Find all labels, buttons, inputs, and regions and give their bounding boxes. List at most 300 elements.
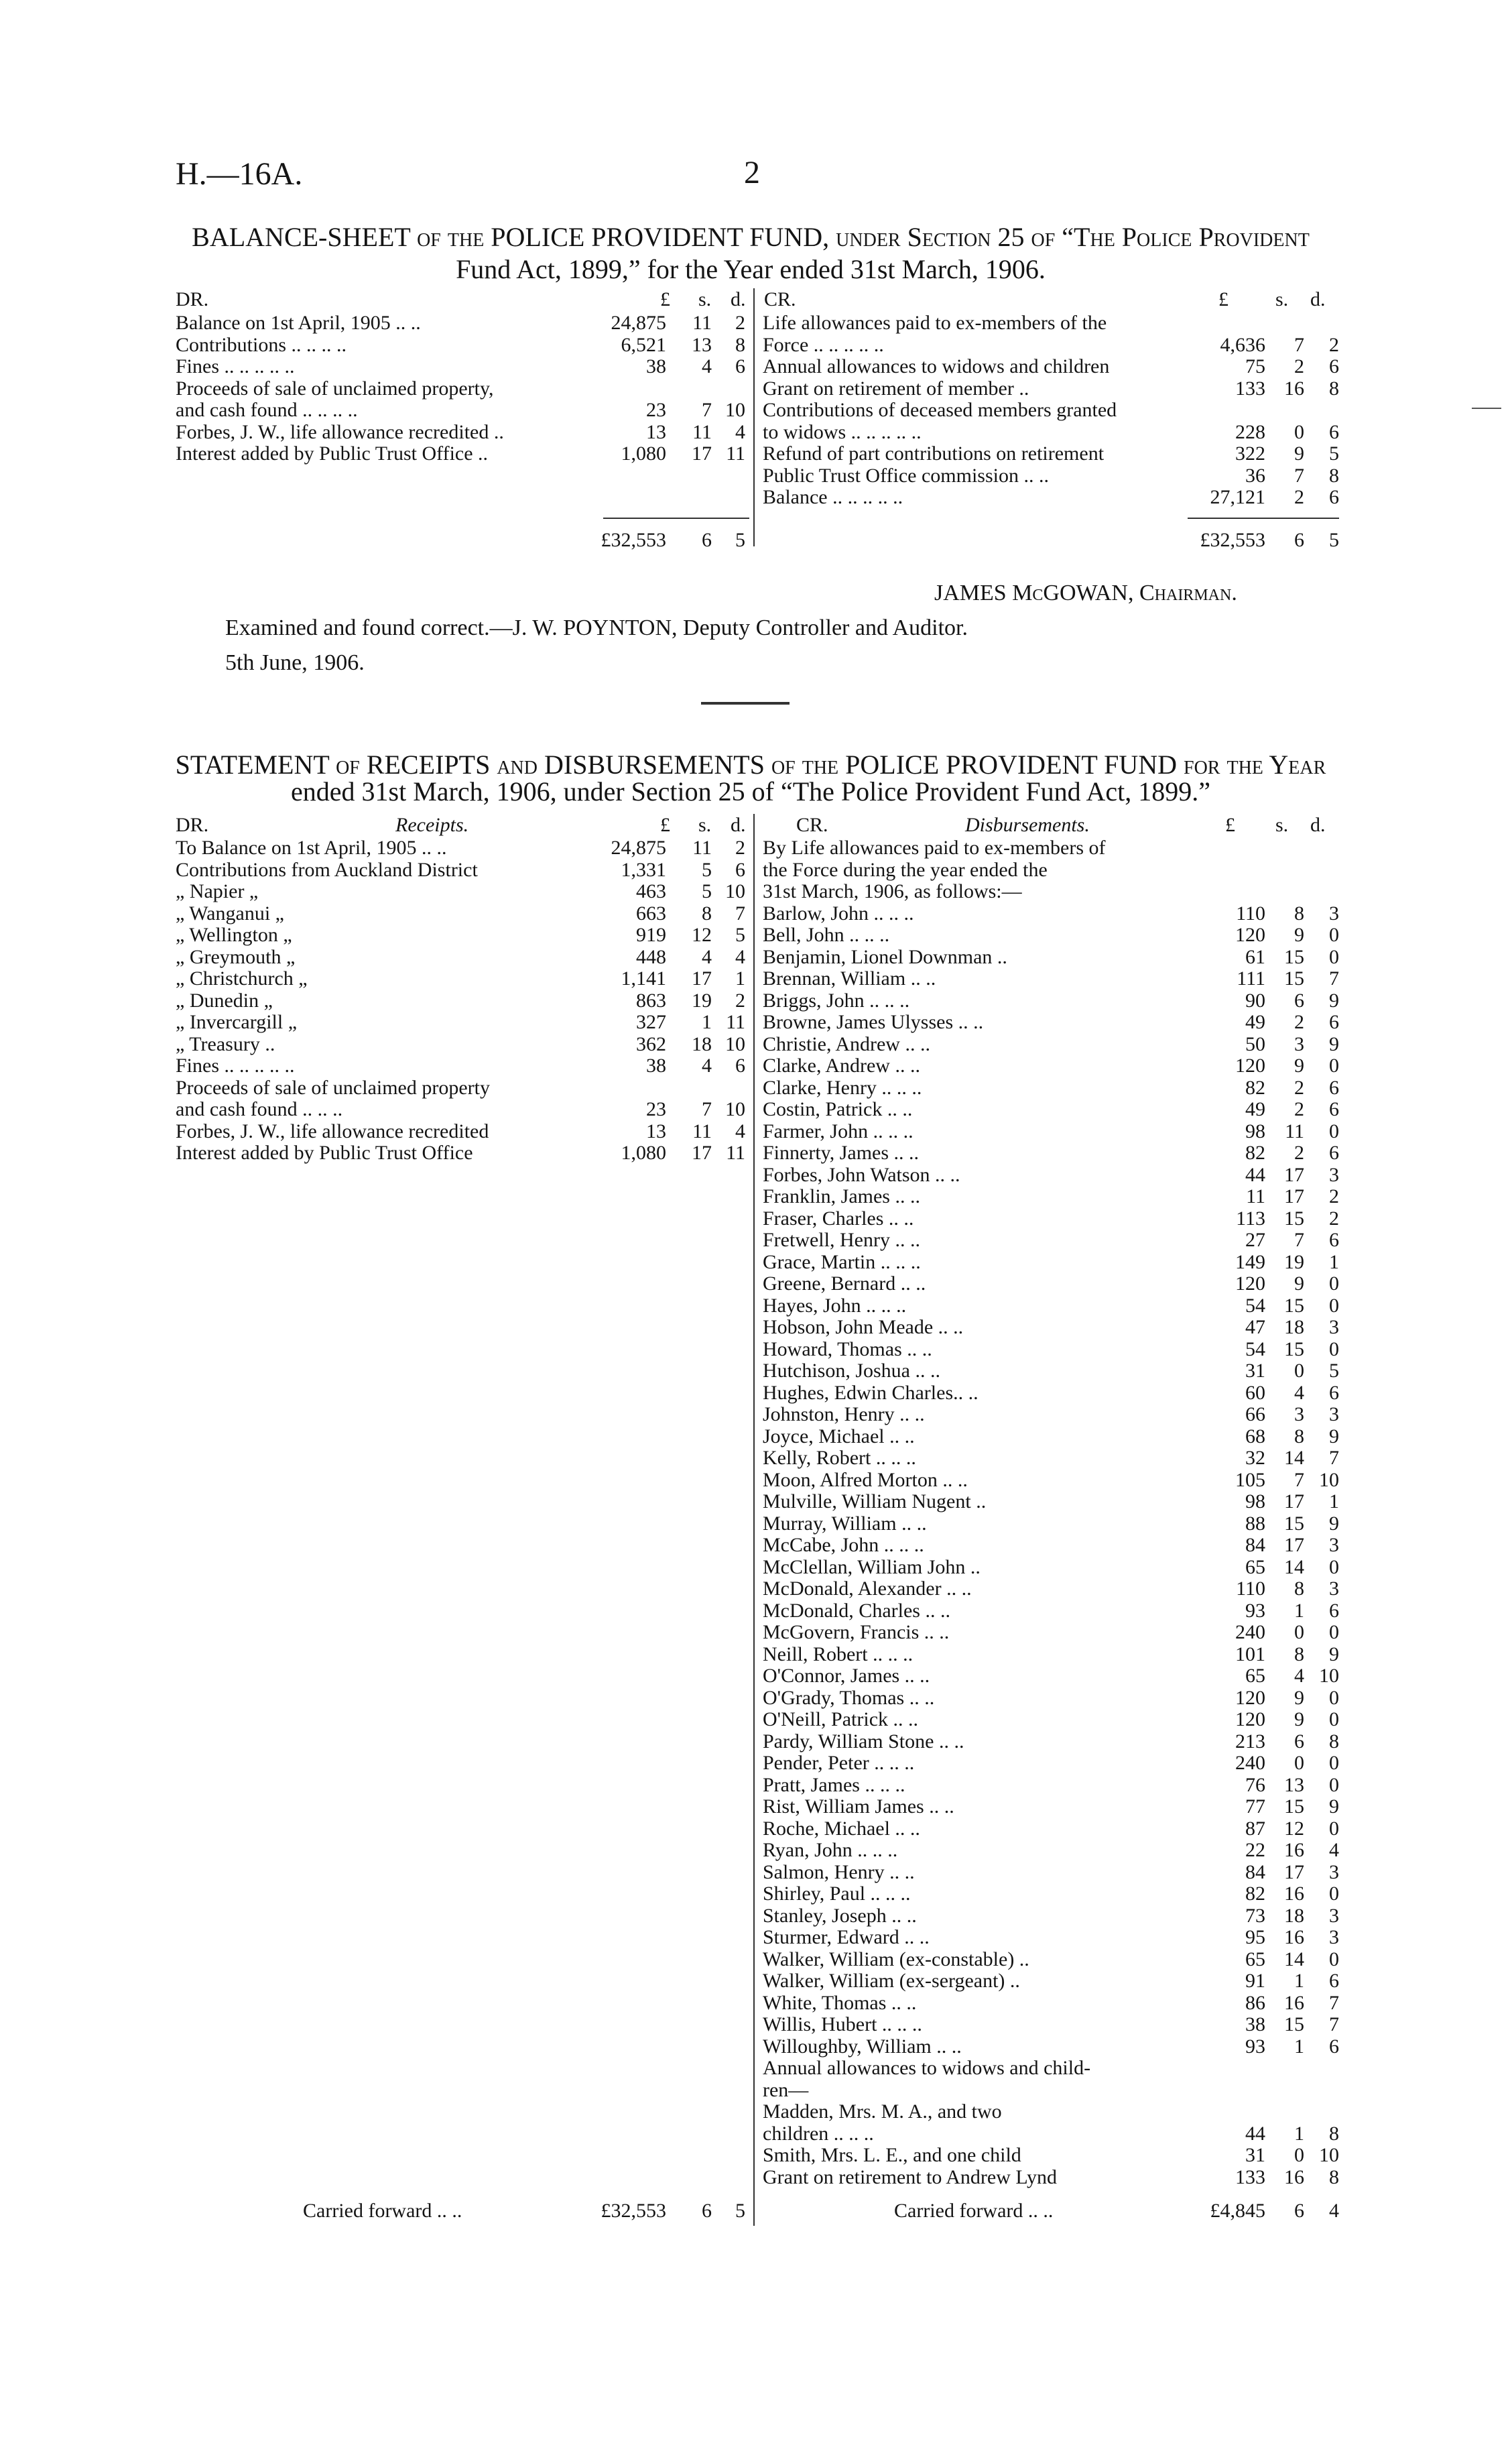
st-receipt-pence: 11 <box>726 1011 745 1033</box>
bs-debit-shillings: 13 <box>692 333 712 356</box>
st-disb-pounds: 54 <box>1245 1294 1265 1317</box>
bs-credit-shillings: 9 <box>1294 442 1304 465</box>
st-disb-row <box>763 1970 1339 1992</box>
st-disb-label: Grace, Martin .. .. .. <box>763 1251 921 1273</box>
st-disb-shillings: 19 <box>1284 1250 1304 1273</box>
bs-total-right <box>763 530 1339 552</box>
st-disb-row <box>763 1775 1339 1797</box>
bs-debit-list <box>176 312 752 465</box>
st-disb-pounds: 44 <box>1245 1163 1265 1186</box>
st-disb-label: O'Connor, James .. .. <box>763 1665 930 1687</box>
bs-credit-shillings: 2 <box>1294 355 1304 377</box>
st-disb-label: Browne, James Ulysses .. .. <box>763 1012 984 1033</box>
st-disb-pounds: 133 <box>1235 2165 1265 2188</box>
st-disb-shillings: 0 <box>1294 2144 1304 2166</box>
st-disb-label: Rist, William James .. .. <box>763 1796 954 1818</box>
bs-pence-head-right: d. <box>1310 288 1326 310</box>
st-receipt-row <box>176 1121 752 1143</box>
st-disb-label: Madden, Mrs. M. A., and two <box>763 2101 1002 2123</box>
st-disb-label: Barlow, John .. .. .. <box>763 902 914 925</box>
st-disb-row <box>763 1818 1339 1840</box>
bs-credit-pounds: 228 <box>1235 420 1265 443</box>
st-disb-label: Howard, Thomas .. .. <box>763 1338 932 1360</box>
bs-debit-pounds: 1,080 <box>621 442 666 465</box>
st-disb-row <box>763 859 1339 882</box>
st-disb-pounds: 149 <box>1235 1250 1265 1273</box>
st-disb-label: Kelly, Robert .. .. .. <box>763 1447 916 1469</box>
st-receipt-shillings: 17 <box>692 1142 712 1164</box>
st-disb-pounds: 98 <box>1245 1120 1265 1142</box>
st-disb-shillings: 2 <box>1294 1142 1304 1164</box>
st-disb-pence: 0 <box>1329 1621 1339 1643</box>
bs-credit-label: Balance .. .. .. .. .. <box>763 487 903 508</box>
st-receipt-pence: 6 <box>735 858 745 881</box>
st-disb-pounds: 22 <box>1245 1839 1265 1861</box>
st-disb-shillings: 15 <box>1284 945 1304 968</box>
st-receipt-shillings: 5 <box>702 858 712 881</box>
st-disb-pounds: 61 <box>1245 945 1265 968</box>
st-disb-shillings: 0 <box>1294 1621 1304 1643</box>
st-disbursements-list <box>763 837 1339 2188</box>
st-disb-pence: 10 <box>1319 1665 1339 1687</box>
bs-debit-row <box>176 443 752 465</box>
st-disb-shillings: 16 <box>1284 2165 1304 2188</box>
st-disb-label: Willis, Hubert .. .. .. <box>763 2014 922 2035</box>
st-disb-shillings: 17 <box>1284 1163 1304 1186</box>
st-disb-shillings: 9 <box>1294 1686 1304 1709</box>
st-disb-shillings: 16 <box>1284 1926 1304 1948</box>
st-disb-pounds: 87 <box>1245 1817 1265 1840</box>
st-receipt-row <box>176 1077 752 1099</box>
st-disb-label: Willoughby, William .. .. <box>763 2035 962 2058</box>
balance-sheet-title-line2: Fund Act, 1899,” for the Year ended 31st March, 1906. <box>456 254 1046 284</box>
st-disb-shillings: 2 <box>1294 1098 1304 1120</box>
st-column-divider <box>753 814 755 2226</box>
bs-total-right-pounds: £32,553 <box>1200 529 1265 551</box>
bs-debit-shillings: 11 <box>692 420 712 443</box>
bs-credit-shillings: 7 <box>1294 464 1304 487</box>
bs-shilling-head-left: s. <box>698 288 712 310</box>
st-disb-pence: 6 <box>1329 1599 1339 1622</box>
st-disb-pence: 2 <box>1329 1185 1339 1207</box>
st-disb-pence: 0 <box>1329 1948 1339 1970</box>
st-disb-row <box>763 2101 1339 2123</box>
st-receipt-pence: 10 <box>725 880 745 902</box>
st-disb-row <box>763 1317 1339 1339</box>
bs-debit-row <box>176 400 752 422</box>
st-disb-pounds: 82 <box>1245 1142 1265 1164</box>
st-receipt-pounds: 23 <box>646 1098 666 1120</box>
st-disb-pence: 3 <box>1329 1316 1339 1338</box>
st-receipt-row <box>176 881 752 903</box>
st-receipt-row <box>176 1034 752 1056</box>
st-receipt-label: „ Dunedin „ <box>176 990 273 1012</box>
st-disb-label: Moon, Alfred Morton .. .. <box>763 1469 968 1491</box>
carried-forward-right-pence: 4 <box>1329 2200 1339 2222</box>
st-disb-label: Annual allowances to widows and child- <box>763 2058 1091 2079</box>
st-disb-pence: 1 <box>1329 1490 1339 1512</box>
st-pence-head-right: d. <box>1310 814 1326 836</box>
bs-credit-pounds: 75 <box>1245 355 1265 377</box>
st-disb-shillings: 16 <box>1284 1883 1304 1905</box>
st-disb-pence: 6 <box>1329 1076 1339 1099</box>
st-receipt-pence: 4 <box>735 1120 745 1142</box>
st-disb-row <box>763 1731 1339 1753</box>
st-disb-shillings: 7 <box>1294 1229 1304 1251</box>
bs-debit-pounds: 24,875 <box>611 312 666 334</box>
st-disb-pounds: 50 <box>1245 1032 1265 1055</box>
st-disb-shillings: 17 <box>1284 1534 1304 1556</box>
st-disb-shillings: 17 <box>1284 1185 1304 1207</box>
st-disb-shillings: 15 <box>1284 1795 1304 1818</box>
st-receipt-pence: 4 <box>735 945 745 968</box>
bs-debit-shillings: 7 <box>702 399 712 421</box>
st-disb-pounds: 65 <box>1245 1948 1265 1970</box>
st-disb-label: Salmon, Henry .. .. <box>763 1861 915 1883</box>
st-disb-pounds: 11 <box>1246 1185 1265 1207</box>
st-disb-row <box>763 990 1339 1012</box>
st-disb-shillings: 13 <box>1284 1773 1304 1796</box>
st-disb-shillings: 6 <box>1294 1730 1304 1752</box>
bs-debit-shillings: 4 <box>702 355 712 377</box>
st-disb-pence: 9 <box>1329 1032 1339 1055</box>
st-disb-pence: 3 <box>1329 1403 1339 1425</box>
st-disb-shillings: 2 <box>1294 1076 1304 1099</box>
st-disb-row <box>763 1949 1339 1971</box>
st-disb-row <box>763 1622 1339 1644</box>
st-disbursements-label: Disbursements. <box>965 814 1090 836</box>
st-disb-shillings: 7 <box>1294 1468 1304 1491</box>
st-receipt-label: „ Treasury .. <box>176 1033 275 1055</box>
st-disb-pounds: 113 <box>1236 1207 1265 1230</box>
st-disb-label: Finnerty, James .. .. <box>763 1142 920 1164</box>
st-receipt-row <box>176 1142 752 1165</box>
st-disb-pence: 5 <box>1329 1360 1339 1382</box>
st-cr-label: CR. <box>796 814 828 836</box>
st-receipt-pounds: 863 <box>636 989 666 1012</box>
st-disb-label: Bell, John .. .. .. <box>763 925 890 946</box>
st-disb-shillings: 16 <box>1284 1991 1304 2014</box>
st-receipt-pence: 5 <box>735 924 745 946</box>
st-disb-label: children .. .. .. <box>763 2123 874 2145</box>
st-disb-row <box>763 2167 1339 2189</box>
st-disb-pence: 9 <box>1329 989 1339 1012</box>
bs-pound-head-left: £ <box>660 288 670 310</box>
st-disb-pounds: 84 <box>1245 1860 1265 1883</box>
st-disb-pounds: 93 <box>1245 1599 1265 1622</box>
st-disb-row <box>763 903 1339 925</box>
st-disb-shillings: 14 <box>1284 1555 1304 1578</box>
st-disb-row <box>763 1447 1339 1470</box>
st-disb-pence: 0 <box>1329 1294 1339 1317</box>
st-disb-row <box>763 1883 1339 1905</box>
bs-credit-label: Annual allowances to widows and children <box>763 356 1110 377</box>
st-receipt-label: Proceeds of sale of unclaimed property <box>176 1077 490 1099</box>
st-receipt-pounds: 663 <box>636 902 666 925</box>
st-receipt-pence: 10 <box>725 1098 745 1120</box>
st-disb-pounds: 49 <box>1245 1011 1265 1033</box>
page-number: 2 <box>744 155 760 190</box>
carried-forward-left-shillings: 6 <box>702 2200 712 2222</box>
st-disb-shillings: 12 <box>1284 1817 1304 1840</box>
bs-debit-pence: 2 <box>735 312 745 334</box>
bs-total-right-pence: 5 <box>1329 529 1339 551</box>
st-disb-shillings: 9 <box>1294 1055 1304 1077</box>
bs-credit-pounds: 36 <box>1245 464 1265 487</box>
st-disb-pence: 6 <box>1329 2035 1339 2058</box>
st-disb-shillings: 15 <box>1284 1512 1304 1535</box>
st-disb-shillings: 4 <box>1294 1381 1304 1404</box>
bs-credit-pence: 6 <box>1329 420 1339 443</box>
st-disb-pence: 6 <box>1329 1142 1339 1164</box>
st-disb-row <box>763 1121 1339 1143</box>
st-disb-row <box>763 1513 1339 1535</box>
st-disb-pounds: 120 <box>1235 1686 1265 1709</box>
st-disb-row <box>763 1535 1339 1557</box>
st-disb-label: Hayes, John .. .. .. <box>763 1295 907 1317</box>
st-disb-pence: 9 <box>1329 1795 1339 1818</box>
st-disb-label: Ryan, John .. .. .. <box>763 1840 898 1861</box>
st-disb-pence: 7 <box>1329 1447 1339 1469</box>
st-disb-pence: 0 <box>1329 1686 1339 1709</box>
st-disb-shillings: 9 <box>1294 1708 1304 1730</box>
st-disb-label: Mulville, William Nugent .. <box>763 1491 987 1512</box>
st-disb-label: McCabe, John .. .. .. <box>763 1535 924 1556</box>
st-receipt-pounds: 1,141 <box>621 967 666 990</box>
st-disb-label: Farmer, John .. .. .. <box>763 1120 914 1142</box>
st-receipts-label: Receipts. <box>395 814 469 836</box>
st-disb-label: White, Thomas .. .. <box>763 1992 917 2014</box>
bs-dr-label: DR. <box>176 288 209 310</box>
bs-credit-row <box>763 443 1339 465</box>
st-disb-shillings: 9 <box>1294 924 1304 946</box>
st-disb-pence: 6 <box>1329 1381 1339 1404</box>
st-disb-shillings: 11 <box>1285 1120 1304 1142</box>
st-receipt-pounds: 38 <box>646 1055 666 1077</box>
st-disb-row <box>763 1295 1339 1317</box>
section-separator <box>701 702 790 705</box>
st-receipt-pounds: 463 <box>636 880 666 902</box>
bs-credit-row <box>763 487 1339 509</box>
st-disb-shillings: 3 <box>1294 1032 1304 1055</box>
bs-debit-pence: 10 <box>725 399 745 421</box>
st-disb-row <box>763 1252 1339 1274</box>
st-disb-pounds: 49 <box>1245 1098 1265 1120</box>
st-disb-shillings: 18 <box>1284 1316 1304 1338</box>
carried-forward-left-label: Carried forward .. .. <box>303 2200 462 2222</box>
st-disb-pence: 0 <box>1329 1752 1339 1774</box>
st-disb-pence: 8 <box>1329 1730 1339 1752</box>
st-disb-row <box>763 1012 1339 1034</box>
st-disb-row <box>763 1709 1339 1731</box>
bs-total-rule-right <box>1188 518 1339 519</box>
st-disb-label: O'Neill, Patrick .. .. <box>763 1709 919 1730</box>
carried-forward-right <box>763 2200 1339 2222</box>
st-receipt-label: „ Christchurch „ <box>176 968 308 990</box>
st-disb-pence: 0 <box>1329 1708 1339 1730</box>
st-disb-pence: 3 <box>1329 1163 1339 1186</box>
st-disb-label: ren— <box>763 2079 809 2101</box>
st-disb-shillings: 15 <box>1284 967 1304 990</box>
st-receipt-label: „ Wanganui „ <box>176 902 284 925</box>
st-disb-pounds: 47 <box>1245 1316 1265 1338</box>
st-receipt-shillings: 19 <box>692 989 712 1012</box>
st-receipt-pence: 1 <box>735 967 745 990</box>
bs-total-left-pence: 5 <box>735 529 745 551</box>
st-disb-row <box>763 1557 1339 1579</box>
bs-debit-shillings: 17 <box>692 442 712 465</box>
st-disb-label: McDonald, Charles .. .. <box>763 1600 950 1622</box>
bs-credit-row <box>763 400 1339 422</box>
st-disb-pence: 7 <box>1329 967 1339 990</box>
bs-credit-list <box>763 312 1339 509</box>
st-disb-row <box>763 1470 1339 1492</box>
bs-credit-row <box>763 465 1339 487</box>
st-disb-row <box>763 2123 1339 2145</box>
st-disb-label: Fretwell, Henry .. .. <box>763 1230 920 1251</box>
st-disb-label: By Life allowances paid to ex-members of <box>763 837 1106 859</box>
st-disb-label: Pratt, James .. .. .. <box>763 1774 905 1796</box>
st-disb-pounds: 213 <box>1235 1730 1265 1752</box>
st-disb-label: Forbes, John Watson .. .. <box>763 1164 960 1186</box>
st-disb-pence: 0 <box>1329 1120 1339 1142</box>
st-disb-row <box>763 1186 1339 1208</box>
st-receipts-list <box>176 837 752 1165</box>
bs-debit-pounds: 38 <box>646 355 666 377</box>
st-disb-pounds: 66 <box>1245 1403 1265 1425</box>
st-disb-pounds: 38 <box>1245 2013 1265 2035</box>
st-disb-shillings: 0 <box>1294 1360 1304 1382</box>
st-disb-pounds: 31 <box>1245 2144 1265 2166</box>
st-receipt-pounds: 1,331 <box>621 858 666 881</box>
bs-debit-row <box>176 422 752 444</box>
carried-forward-left-pounds: £32,553 <box>601 2200 666 2222</box>
st-disb-pence: 9 <box>1329 1512 1339 1535</box>
bs-credit-label: Force .. .. .. .. .. <box>763 334 884 356</box>
bs-total-left-pounds: £32,553 <box>601 529 666 551</box>
st-disb-pence: 7 <box>1329 1991 1339 2014</box>
st-receipt-label: Contributions from Auckland District <box>176 859 478 881</box>
st-disb-label: Hutchison, Joshua .. .. <box>763 1360 940 1382</box>
st-receipt-shillings: 1 <box>702 1011 712 1033</box>
st-disb-shillings: 9 <box>1294 1272 1304 1295</box>
st-disb-shillings: 14 <box>1284 1948 1304 1970</box>
st-disb-label: Clarke, Henry .. .. .. <box>763 1077 922 1099</box>
st-shilling-head-right: s. <box>1275 814 1289 836</box>
st-disb-pounds: 60 <box>1245 1381 1265 1404</box>
st-disb-row <box>763 881 1339 903</box>
st-receipt-row <box>176 968 752 990</box>
bs-cr-label: CR. <box>764 288 796 310</box>
st-disb-label: Neill, Robert .. .. .. <box>763 1643 914 1665</box>
st-disb-pence: 3 <box>1329 1578 1339 1600</box>
st-disb-pounds: 31 <box>1245 1360 1265 1382</box>
bs-credit-row <box>763 335 1339 357</box>
st-receipt-row <box>176 990 752 1012</box>
st-receipt-row <box>176 837 752 859</box>
st-receipt-row <box>176 859 752 882</box>
st-disb-pence: 0 <box>1329 924 1339 946</box>
st-receipt-shillings: 12 <box>692 924 712 946</box>
st-receipt-shillings: 5 <box>702 880 712 902</box>
st-disb-shillings: 15 <box>1284 1337 1304 1360</box>
st-disb-shillings: 6 <box>1294 989 1304 1012</box>
st-receipt-row <box>176 925 752 947</box>
bs-debit-shillings: 11 <box>692 312 712 334</box>
st-disb-shillings: 1 <box>1294 2122 1304 2145</box>
bs-credit-pence: 2 <box>1329 333 1339 356</box>
st-disb-shillings: 8 <box>1294 1425 1304 1447</box>
st-disb-pounds: 120 <box>1235 1272 1265 1295</box>
st-disb-label: the Force during the year ended the <box>763 859 1048 881</box>
auditor-statement: Examined and found correct.—J. W. POYNTON, Deputy Controller and Auditor. <box>225 615 968 640</box>
st-receipt-shillings: 4 <box>702 1055 712 1077</box>
bs-debit-row <box>176 378 752 400</box>
st-disb-row <box>763 1230 1339 1252</box>
st-disb-shillings: 16 <box>1284 1839 1304 1861</box>
st-disb-pence: 0 <box>1329 1055 1339 1077</box>
st-disb-shillings: 1 <box>1294 2035 1304 2058</box>
st-disb-pounds: 82 <box>1245 1883 1265 1905</box>
carried-forward-right-label: Carried forward .. .. <box>894 2200 1054 2222</box>
st-receipt-shillings: 11 <box>692 837 712 859</box>
carried-forward-left-pence: 5 <box>735 2200 745 2222</box>
st-disb-label: Fraser, Charles .. .. <box>763 1207 914 1230</box>
st-disb-shillings: 14 <box>1284 1447 1304 1469</box>
st-disb-row <box>763 1905 1339 1927</box>
st-pound-head-left: £ <box>660 814 670 836</box>
bs-debit-row <box>176 356 752 378</box>
st-receipt-pence: 2 <box>735 837 745 859</box>
st-receipt-pounds: 13 <box>646 1120 666 1142</box>
st-disb-pounds: 110 <box>1236 902 1265 925</box>
st-receipt-shillings: 4 <box>702 945 712 968</box>
st-disb-pounds: 240 <box>1235 1752 1265 1774</box>
bs-credit-pence: 6 <box>1329 355 1339 377</box>
bs-credit-pounds: 27,121 <box>1210 486 1265 508</box>
st-pound-head-right: £ <box>1225 814 1235 836</box>
st-disb-shillings: 1 <box>1294 1599 1304 1622</box>
bs-credit-row <box>763 378 1339 400</box>
st-disb-row <box>763 1426 1339 1448</box>
st-disb-row <box>763 1862 1339 1884</box>
st-disb-row <box>763 1165 1339 1187</box>
st-receipt-label: To Balance on 1st April, 1905 .. .. <box>176 837 447 859</box>
st-disb-pence: 0 <box>1329 1883 1339 1905</box>
st-disb-row <box>763 925 1339 947</box>
st-disb-pounds: 91 <box>1245 1970 1265 1992</box>
st-receipt-row <box>176 903 752 925</box>
st-receipt-row <box>176 1099 752 1121</box>
st-disb-pence: 9 <box>1329 1643 1339 1665</box>
st-disb-pounds: 240 <box>1235 1621 1265 1643</box>
bs-pound-head-right: £ <box>1218 288 1228 310</box>
st-disb-label: Walker, William (ex-constable) .. <box>763 1948 1029 1970</box>
st-disb-label: Pender, Peter .. .. .. <box>763 1752 915 1774</box>
st-receipt-pounds: 919 <box>636 924 666 946</box>
balance-sheet-title-line1: BALANCE-SHEET of the POLICE PROVIDENT FUND, under Section 25 of “The Police Provident <box>192 222 1310 252</box>
statement-title-line2: ended 31st March, 1906, under Section 25 of “The Police Provident Fund Act, 1899.” <box>291 776 1210 807</box>
st-disb-shillings: 4 <box>1294 1665 1304 1687</box>
st-disb-row <box>763 1644 1339 1666</box>
st-receipt-label: „ Napier „ <box>176 881 259 902</box>
st-disb-pounds: 111 <box>1237 967 1265 990</box>
st-disb-label: 31st March, 1906, as follows:— <box>763 881 1022 902</box>
carried-forward-left <box>176 2200 752 2222</box>
bs-debit-label: Fines .. .. .. .. .. <box>176 356 295 377</box>
st-disb-pounds: 105 <box>1235 1468 1265 1491</box>
st-disb-pounds: 120 <box>1235 1055 1265 1077</box>
